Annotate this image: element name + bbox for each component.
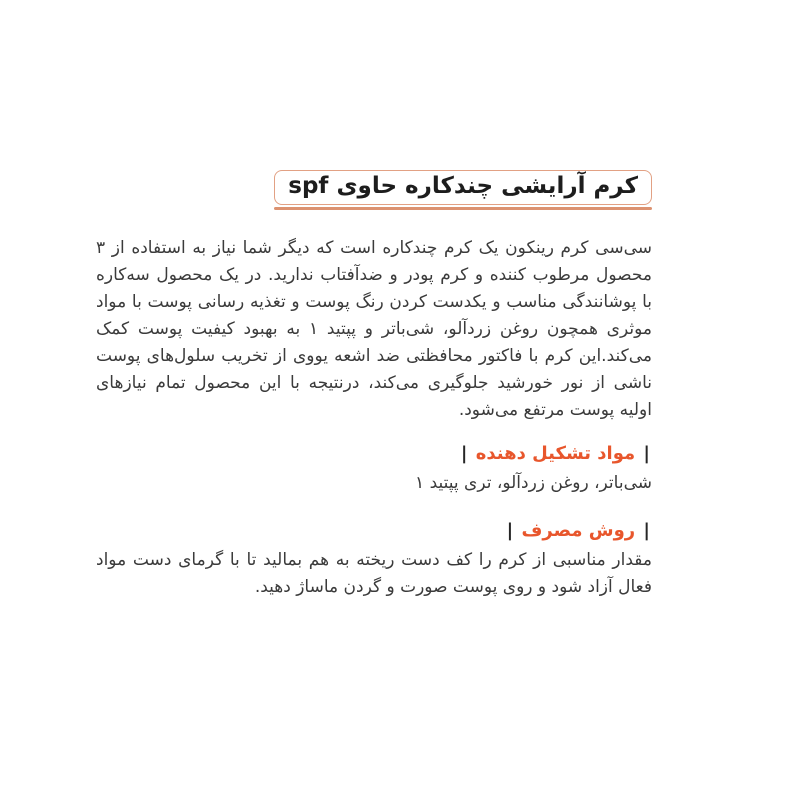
usage-heading-text: روش مصرف	[521, 520, 636, 541]
title-wrap	[274, 170, 652, 210]
title-area	[0, 0, 800, 210]
product-description-text: سی‌سی کرم رینکون یک کرم چندکاره است که دیگر شما نیاز به استفاده از ۳ محصول مرطوب کننده و کرم پودر و ضدآفتاب ندارید. در یک محصول سه‌کاره با پوشانندگی مناسب و یکدست کردن رنگ پوست و تغذیه رسانی پوست با مواد موثری همچون روغن زردآلو، شی‌باتر و پپتید ۱ به بهبود کیفیت پوست کمک می‌کند.این کرم با فاکتور محافظتی ضد اشعه یووی از تخریب سلول‌های پوست ناشی از نور خورشید جلوگیری می‌کند، درنتیجه با این محصول تمام نیازهای اولیه پوست مرتفع می‌شود.	[96, 238, 652, 420]
usage-section	[96, 520, 652, 601]
title-underline	[274, 207, 652, 210]
heading-bar-left: |	[506, 520, 514, 541]
product-title: کرم آرایشی چندکاره حاوی spf	[274, 170, 652, 205]
heading-bar-right: |	[643, 520, 650, 541]
ingredients-heading	[96, 443, 652, 464]
ingredients-text: شی‌باتر، روغن زردآلو، تری پپتید ۱	[415, 473, 652, 493]
heading-bar-right: |	[643, 443, 650, 464]
usage-text: مقدار مناسبی از کرم را کف دست ریخته به هم بمالید تا با گرمای دست مواد فعال آزاد شود و روی پوست صورت و گردن ماساژ دهید.	[96, 550, 652, 597]
heading-bar-left: |	[460, 443, 468, 464]
content-column	[96, 235, 652, 601]
ingredients-heading-text: مواد تشکیل دهنده	[475, 443, 636, 464]
usage-heading	[96, 520, 652, 541]
ingredients-section	[96, 443, 652, 497]
